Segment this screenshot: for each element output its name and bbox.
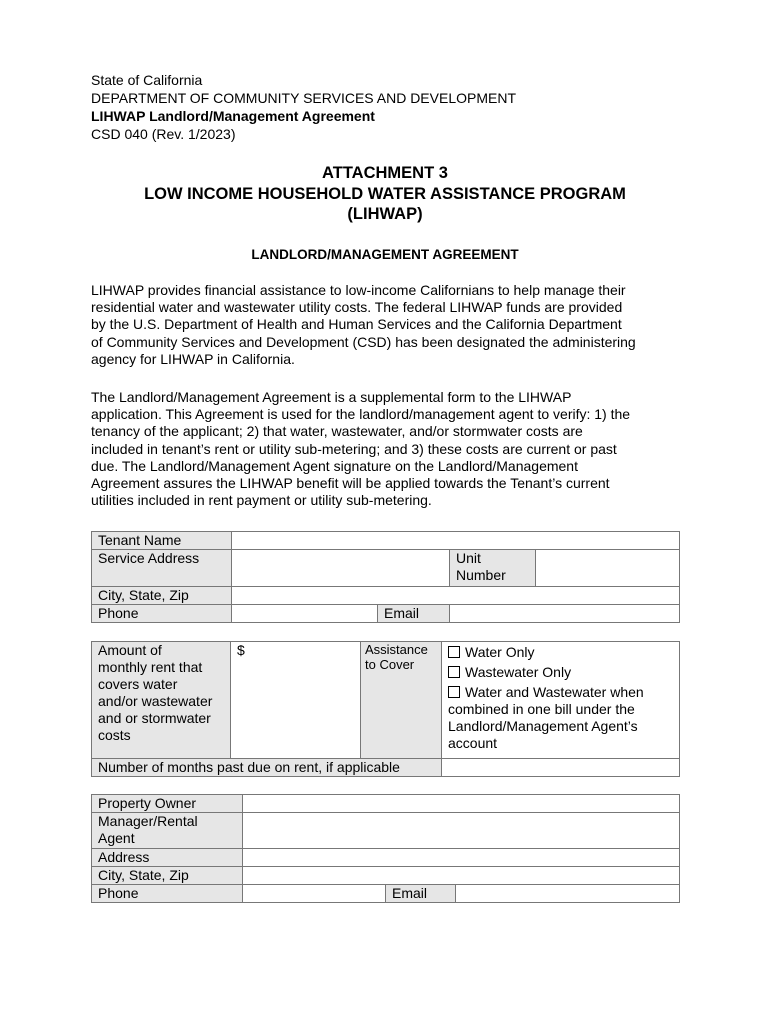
service-address-field[interactable] [232,550,450,587]
text-line: utilities included in rent payment or utility sub-metering. [91,492,432,509]
header-department: DEPARTMENT OF COMMUNITY SERVICES AND DEVELOPMENT [91,90,516,106]
months-past-due-label: Number of months past due on rent, if applicable [92,759,442,777]
number-label-line: Number [456,567,506,583]
water-only-checkbox[interactable] [448,646,460,658]
water-only-option[interactable] [448,644,679,661]
text-line: included in tenant’s rent or utility sub-metering; and 3) these costs are current or past [91,440,617,457]
water-and-wastewater-checkbox[interactable] [448,686,460,698]
text-line: Agreement assures the LIHWAP benefit will be applied towards the Tenant’s current [91,475,610,492]
option-text-line: Water and Wastewater when [465,684,644,700]
rent-assistance-table [91,641,680,777]
email-field[interactable] [450,605,680,623]
phone-field[interactable] [232,605,378,623]
service-address-label: Service Address [92,550,232,587]
header-form-number: CSD 040 (Rev. 1/2023) [91,126,236,142]
label-line: and/or wastewater [98,693,213,709]
owner-phone-field[interactable] [243,885,386,903]
water-and-wastewater-option[interactable] [448,684,679,701]
text-line: The Landlord/Management Agreement is a supplemental form to the LIHWAP [91,389,572,405]
manager-rental-agent-label [92,813,243,849]
manager-rental-agent-field[interactable] [243,813,680,849]
monthly-rent-field[interactable] [231,642,361,759]
text-line: LIHWAP provides financial assistance to low-income Californians to help manage their [91,282,626,298]
label-line: monthly rent that [98,659,203,675]
owner-phone-label: Phone [92,885,243,903]
unit-number-field[interactable] [536,550,680,587]
form-header [91,71,516,143]
assistance-to-cover-label [361,642,442,759]
agreement-heading: LANDLORD/MANAGEMENT AGREEMENT [251,247,519,262]
owner-address-label: Address [92,849,243,867]
owner-email-label: Email [386,885,456,903]
option-text-line: combined in one bill under the [448,701,635,717]
label-line: Assistance [365,642,428,657]
text-line: agency for LIHWAP in California. [91,350,295,367]
title-program: LOW INCOME HOUSEHOLD WATER ASSISTANCE PROGRAM [144,184,626,203]
document-title [0,163,770,225]
monthly-rent-label [92,642,231,759]
intro-paragraph [91,282,691,368]
label-line: costs [98,727,131,743]
label-line: Manager/Rental [98,813,198,829]
label-line: to Cover [365,657,415,672]
owner-address-field[interactable] [243,849,680,867]
property-owner-label: Property Owner [92,795,243,813]
unit-label-line: Unit [456,550,481,566]
city-state-zip-field[interactable] [232,587,680,605]
title-acronym: (LIHWAP) [347,205,423,223]
text-line: by the U.S. Department of Health and Human Services and the California Department [91,316,622,333]
owner-city-state-zip-field[interactable] [243,867,680,885]
label-line: Amount of [98,642,162,658]
text-line: application. This Agreement is used for the landlord/management agent to verify: 1) the [91,406,631,423]
wastewater-only-option[interactable] [448,664,679,681]
title-attachment: ATTACHMENT 3 [322,164,448,182]
label-line: covers water [98,676,178,692]
phone-label: Phone [92,605,232,623]
purpose-paragraph [91,389,691,509]
header-state: State of California [91,72,203,88]
owner-city-state-zip-label: City, State, Zip [92,867,243,885]
tenant-name-field[interactable] [232,532,680,550]
label-line: and or stormwater [98,710,211,726]
dollar-sign: $ [237,642,245,658]
wastewater-only-text: Wastewater Only [465,664,572,680]
wastewater-only-checkbox[interactable] [448,666,460,678]
option-text-line: account [448,735,498,751]
text-line: tenancy of the applicant; 2) that water, wastewater, and/or stormwater costs are [91,423,583,440]
assistance-options [442,642,680,759]
label-line: Agent [98,830,135,846]
unit-number-label [450,550,536,587]
tenant-name-label: Tenant Name [92,532,232,550]
city-state-zip-label: City, State, Zip [92,587,232,605]
email-label: Email [378,605,450,623]
header-form-name: LIHWAP Landlord/Management Agreement [91,108,375,124]
tenant-info-table [91,531,680,623]
text-line: of Community Services and Development (CSD) has been designated the administering [91,333,636,350]
owner-email-field[interactable] [456,885,680,903]
water-only-text: Water Only [465,644,535,660]
text-line: due. The Landlord/Management Agent signature on the Landlord/Management [91,457,578,474]
option-text-line: Landlord/Management Agent’s [448,718,638,734]
property-owner-field[interactable] [243,795,680,813]
text-line: residential water and wastewater utility costs. The federal LIHWAP funds are provided [91,299,623,316]
months-past-due-field[interactable] [442,759,680,777]
property-owner-table [91,794,680,903]
